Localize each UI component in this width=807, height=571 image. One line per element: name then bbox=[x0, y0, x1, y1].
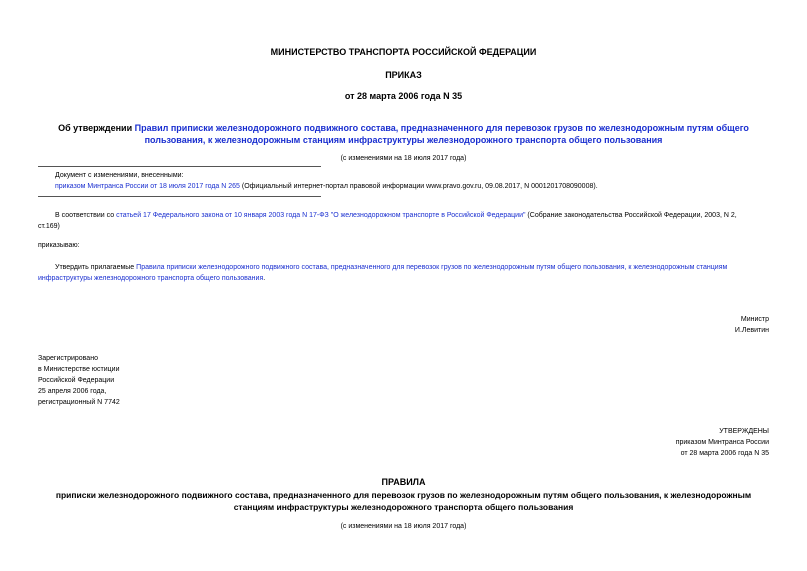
rules-subtitle bbox=[0, 489, 807, 513]
paragraph-approve bbox=[38, 262, 773, 284]
doc-title bbox=[0, 122, 807, 146]
signature-name: И.Левитин bbox=[734, 327, 769, 334]
rules-subtitle-line: приписки железнодорожного подвижного состава, предназначенного для перевозок грузов по железнодорожным путям общего пользования, к железнодорожным bbox=[55, 490, 752, 500]
ministry-heading: МИНИСТЕРСТВО ТРАНСПОРТА РОССИЙСКОЙ ФЕДЕРАЦИИ bbox=[270, 47, 537, 57]
registration-line: в Министерстве юстиции bbox=[38, 366, 120, 373]
approve-end: . bbox=[263, 275, 266, 282]
order-word: приказываю: bbox=[38, 242, 80, 249]
rules-heading: ПРАВИЛА bbox=[381, 477, 426, 487]
rules-subtitle-line: станциям инфраструктуры железнодорожного транспорта общего пользования bbox=[233, 502, 574, 512]
title-prefix: Об утверждении bbox=[58, 123, 135, 133]
paragraph-basis bbox=[38, 210, 773, 232]
basis-line2: ст.169) bbox=[38, 223, 60, 230]
title-link-2[interactable]: пользования, к железнодорожным станциям инфраструктуры железнодорожного транспорта общего пользования bbox=[144, 135, 663, 145]
registration-line: регистрационный N 7742 bbox=[38, 399, 120, 406]
registration-line: Зарегистрировано bbox=[38, 355, 98, 362]
registration-line: 25 апреля 2006 года, bbox=[38, 388, 107, 395]
changes-bottom-rule bbox=[38, 196, 321, 197]
changes-publication: (Официальный интернет-портал правовой информации www.pravo.gov.ru, 09.08.2017, N 0001201708090008). bbox=[239, 183, 598, 190]
approve-start: Утвердить прилагаемые bbox=[55, 264, 137, 271]
changes-order-link[interactable]: приказом Минтранса России от 18 июля 2017 года N 265 bbox=[55, 183, 240, 190]
rules-link-1[interactable]: Правила приписки железнодорожного подвижного состава, предназначенного для перевозок грузов по железнодорожным путям общего пользования, к железнодорожным станциям bbox=[136, 264, 728, 271]
doc-type-heading: ПРИКАЗ bbox=[385, 70, 422, 80]
rules-amendments: (с изменениями на 18 июля 2017 года) bbox=[340, 523, 467, 530]
federal-law-link[interactable]: статьей 17 Федерального закона от 10 января 2003 года N 17-ФЗ "О железнодорожном транспорте в Российской Федерации" bbox=[116, 212, 526, 219]
basis-start: В соответствии со bbox=[55, 212, 117, 219]
registration-block bbox=[38, 353, 120, 408]
signature-position: Министр bbox=[740, 316, 769, 323]
approved-line: от 28 марта 2006 года N 35 bbox=[680, 450, 769, 457]
title-amendments: (с изменениями на 18 июля 2017 года) bbox=[340, 155, 467, 162]
approved-line: приказом Минтранса России bbox=[675, 439, 769, 446]
registration-line: Российской Федерации bbox=[38, 377, 115, 384]
changes-intro: Документ с изменениями, внесенными: bbox=[55, 172, 184, 179]
basis-end: (Собрание законодательства Российской Федерации, 2003, N 2, bbox=[525, 212, 737, 219]
title-link-1[interactable]: Правил приписки железнодорожного подвижного состава, предназначенного для перевозок грузов по железнодорожным путям общего bbox=[134, 123, 749, 133]
rules-link-2[interactable]: инфраструктуры железнодорожного транспорта общего пользования bbox=[38, 275, 264, 282]
approved-line: УТВЕРЖДЕНЫ bbox=[719, 428, 769, 435]
approved-block bbox=[676, 426, 769, 459]
doc-date-number: от 28 марта 2006 года N 35 bbox=[344, 91, 463, 101]
changes-line bbox=[55, 181, 598, 192]
changes-top-rule bbox=[38, 166, 321, 167]
